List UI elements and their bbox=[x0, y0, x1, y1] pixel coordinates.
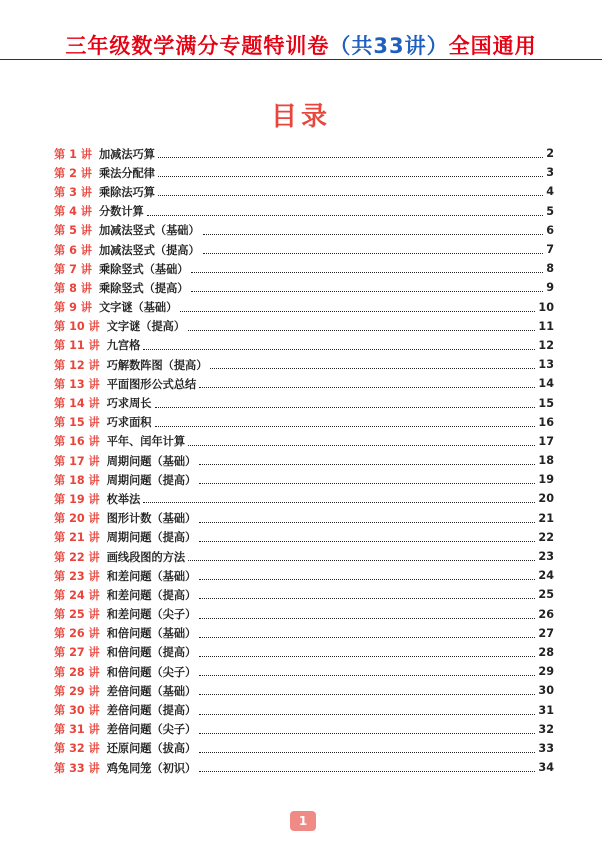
dot-leader bbox=[199, 522, 535, 523]
lecture-title: 图形计数（基础） bbox=[106, 512, 197, 526]
toc-entry[interactable] bbox=[54, 662, 554, 681]
dot-leader bbox=[155, 426, 536, 427]
toc-entry[interactable] bbox=[54, 278, 554, 297]
lecture-number: 第 28 讲 bbox=[54, 665, 100, 679]
dot-leader bbox=[199, 637, 535, 638]
dot-leader bbox=[143, 502, 535, 503]
toc-entry[interactable] bbox=[54, 643, 554, 662]
dot-leader bbox=[158, 157, 543, 158]
lecture-title: 平年、闰年计算 bbox=[106, 435, 186, 449]
page-number: 33 bbox=[538, 741, 554, 755]
lecture-title: 巧求面积 bbox=[106, 416, 152, 430]
document-header bbox=[0, 0, 602, 60]
lecture-number: 第 12 讲 bbox=[54, 358, 100, 372]
page-number: 12 bbox=[538, 338, 554, 352]
lecture-title: 鸡兔同笼（初识） bbox=[106, 761, 197, 775]
toc-entry[interactable] bbox=[54, 681, 554, 700]
page-number: 30 bbox=[538, 684, 554, 698]
page-number: 25 bbox=[538, 588, 554, 602]
page-number: 4 bbox=[546, 185, 554, 199]
lecture-title: 加减法巧算 bbox=[98, 147, 155, 161]
lecture-title: 平面图形公式总结 bbox=[106, 377, 197, 391]
page-number: 20 bbox=[538, 492, 554, 506]
lecture-title: 差倍问题（基础） bbox=[106, 684, 197, 698]
toc-entry[interactable] bbox=[54, 336, 554, 355]
dot-leader bbox=[199, 541, 535, 542]
page-number: 7 bbox=[546, 243, 554, 257]
toc-entry[interactable] bbox=[54, 298, 554, 317]
toc-entry[interactable] bbox=[54, 528, 554, 547]
lecture-number: 第 29 讲 bbox=[54, 684, 100, 698]
page-number: 22 bbox=[538, 530, 554, 544]
page-number: 29 bbox=[538, 665, 554, 679]
lecture-title: 周期问题（提高） bbox=[106, 531, 197, 545]
toc-entry[interactable] bbox=[54, 432, 554, 451]
lecture-number: 第 25 讲 bbox=[54, 608, 100, 622]
lecture-number: 第 9 讲 bbox=[54, 301, 92, 315]
page-number: 23 bbox=[538, 550, 554, 564]
title-part: （共33讲） bbox=[329, 34, 449, 58]
dot-leader bbox=[199, 656, 535, 657]
toc-entry[interactable] bbox=[54, 605, 554, 624]
dot-leader bbox=[147, 215, 543, 216]
page-number: 17 bbox=[538, 434, 554, 448]
lecture-number: 第 32 讲 bbox=[54, 742, 100, 756]
toc-entry[interactable] bbox=[54, 566, 554, 585]
page-number: 2 bbox=[546, 147, 554, 161]
lecture-number: 第 23 讲 bbox=[54, 569, 100, 583]
dot-leader bbox=[210, 368, 535, 369]
page-number: 14 bbox=[538, 377, 554, 391]
dot-leader bbox=[199, 579, 535, 580]
toc-entry[interactable] bbox=[54, 624, 554, 643]
page-number: 31 bbox=[538, 703, 554, 717]
dot-leader bbox=[199, 618, 535, 619]
lecture-number: 第 27 讲 bbox=[54, 646, 100, 660]
lecture-title: 文字谜（基础） bbox=[98, 301, 178, 315]
lecture-number: 第 19 讲 bbox=[54, 492, 100, 506]
toc-entry[interactable] bbox=[54, 182, 554, 201]
lecture-number: 第 24 讲 bbox=[54, 588, 100, 602]
lecture-number: 第 33 讲 bbox=[54, 761, 100, 775]
lecture-number: 第 18 讲 bbox=[54, 473, 100, 487]
lecture-title: 巧解数阵图（提高） bbox=[106, 358, 208, 372]
lecture-title: 文字谜（提高） bbox=[106, 320, 186, 334]
title-part: 三年级数学满分专题特训卷 bbox=[65, 34, 330, 58]
toc-entry[interactable] bbox=[54, 451, 554, 470]
page-number: 8 bbox=[546, 262, 554, 276]
dot-leader bbox=[199, 598, 535, 599]
dot-leader bbox=[155, 407, 536, 408]
dot-leader bbox=[199, 694, 535, 695]
lecture-title: 周期问题（基础） bbox=[106, 454, 197, 468]
lecture-title: 乘除法巧算 bbox=[98, 185, 155, 199]
toc-entry[interactable] bbox=[54, 758, 554, 777]
lecture-title: 乘法分配律 bbox=[98, 166, 155, 180]
lecture-number: 第 11 讲 bbox=[54, 339, 100, 353]
dot-leader bbox=[203, 234, 544, 235]
page-number: 11 bbox=[538, 319, 554, 333]
page-number: 24 bbox=[538, 569, 554, 583]
lecture-number: 第 10 讲 bbox=[54, 320, 100, 334]
lecture-number: 第 5 讲 bbox=[54, 224, 92, 238]
title-part: 全国通用 bbox=[448, 34, 537, 58]
lecture-number: 第 6 讲 bbox=[54, 243, 92, 257]
toc-entry[interactable] bbox=[54, 585, 554, 604]
lecture-number: 第 4 讲 bbox=[54, 205, 92, 219]
toc-entry[interactable] bbox=[54, 317, 554, 336]
page-number: 3 bbox=[546, 166, 554, 180]
page-number: 27 bbox=[538, 626, 554, 640]
toc-entry[interactable] bbox=[54, 739, 554, 758]
toc-heading: 目录 bbox=[270, 102, 331, 132]
lecture-number: 第 13 讲 bbox=[54, 377, 100, 391]
toc-entry[interactable] bbox=[54, 393, 554, 412]
page-number: 16 bbox=[538, 415, 554, 429]
lecture-number: 第 15 讲 bbox=[54, 416, 100, 430]
lecture-number: 第 8 讲 bbox=[54, 281, 92, 295]
page-number: 10 bbox=[538, 300, 554, 314]
toc-entry[interactable] bbox=[54, 720, 554, 739]
lecture-number: 第 7 讲 bbox=[54, 262, 92, 276]
lecture-title: 乘除竖式（提高） bbox=[98, 281, 189, 295]
lecture-number: 第 20 讲 bbox=[54, 512, 100, 526]
lecture-title: 巧求周长 bbox=[106, 397, 152, 411]
toc-entry[interactable] bbox=[54, 221, 554, 240]
lecture-number: 第 17 讲 bbox=[54, 454, 100, 468]
toc-entry[interactable] bbox=[54, 489, 554, 508]
page-number: 13 bbox=[538, 358, 554, 372]
header-divider bbox=[0, 59, 602, 60]
lecture-number: 第 2 讲 bbox=[54, 166, 92, 180]
lecture-title: 和差问题（尖子） bbox=[106, 608, 197, 622]
lecture-title: 周期问题（提高） bbox=[106, 473, 197, 487]
lecture-title: 和差问题（基础） bbox=[106, 569, 197, 583]
page-number: 26 bbox=[538, 607, 554, 621]
lecture-title: 差倍问题（尖子） bbox=[106, 723, 197, 737]
page-number: 18 bbox=[538, 454, 554, 468]
lecture-number: 第 31 讲 bbox=[54, 723, 100, 737]
dot-leader bbox=[191, 291, 543, 292]
lecture-number: 第 26 讲 bbox=[54, 627, 100, 641]
lecture-title: 分数计算 bbox=[98, 205, 144, 219]
toc-entry[interactable] bbox=[54, 413, 554, 432]
toc-entry[interactable] bbox=[54, 355, 554, 374]
page-number: 32 bbox=[538, 722, 554, 736]
page-number-badge: 1 bbox=[290, 811, 316, 831]
lecture-title: 和差问题（提高） bbox=[106, 588, 197, 602]
lecture-title: 枚举法 bbox=[106, 492, 141, 506]
toc-entry[interactable] bbox=[54, 144, 554, 163]
dot-leader bbox=[180, 311, 535, 312]
dot-leader bbox=[199, 752, 535, 753]
dot-leader bbox=[199, 733, 535, 734]
document-title bbox=[0, 30, 602, 60]
dot-leader bbox=[188, 560, 535, 561]
lecture-number: 第 22 讲 bbox=[54, 550, 100, 564]
toc-entry[interactable] bbox=[54, 509, 554, 528]
toc-entry[interactable] bbox=[54, 700, 554, 719]
toc-entry[interactable] bbox=[54, 547, 554, 566]
lecture-number: 第 14 讲 bbox=[54, 397, 100, 411]
dot-leader bbox=[203, 253, 544, 254]
lecture-title: 九宫格 bbox=[106, 339, 141, 353]
toc-entry[interactable] bbox=[54, 259, 554, 278]
lecture-title: 差倍问题（提高） bbox=[106, 704, 197, 718]
toc-entry[interactable] bbox=[54, 240, 554, 259]
lecture-title: 和倍问题（尖子） bbox=[106, 665, 197, 679]
dot-leader bbox=[188, 330, 535, 331]
dot-leader bbox=[158, 176, 543, 177]
page-number: 28 bbox=[538, 645, 554, 659]
lecture-title: 加减法竖式（提高） bbox=[98, 243, 200, 257]
dot-leader bbox=[143, 349, 535, 350]
page-number: 34 bbox=[538, 761, 554, 775]
toc-entry[interactable] bbox=[54, 163, 554, 182]
dot-leader bbox=[199, 714, 535, 715]
lecture-title: 画线段图的方法 bbox=[106, 550, 186, 564]
page-number: 21 bbox=[538, 511, 554, 525]
dot-leader bbox=[158, 195, 543, 196]
lecture-number: 第 1 讲 bbox=[54, 147, 92, 161]
lecture-title: 乘除竖式（基础） bbox=[98, 262, 189, 276]
dot-leader bbox=[188, 445, 535, 446]
dot-leader bbox=[199, 771, 535, 772]
dot-leader bbox=[199, 675, 535, 676]
table-of-contents bbox=[54, 144, 554, 777]
lecture-number: 第 3 讲 bbox=[54, 185, 92, 199]
page-number: 9 bbox=[546, 281, 554, 295]
page-number: 19 bbox=[538, 473, 554, 487]
lecture-number: 第 30 讲 bbox=[54, 704, 100, 718]
lecture-title: 和倍问题（提高） bbox=[106, 646, 197, 660]
dot-leader bbox=[191, 272, 543, 273]
lecture-title: 和倍问题（基础） bbox=[106, 627, 197, 641]
toc-entry[interactable] bbox=[54, 470, 554, 489]
dot-leader bbox=[199, 464, 535, 465]
dot-leader bbox=[199, 483, 535, 484]
page-number: 15 bbox=[538, 396, 554, 410]
toc-entry[interactable] bbox=[54, 202, 554, 221]
page-number: 5 bbox=[546, 204, 554, 218]
dot-leader bbox=[199, 387, 535, 388]
lecture-title: 还原问题（拔高） bbox=[106, 742, 197, 756]
lecture-title: 加减法竖式（基础） bbox=[98, 224, 200, 238]
page-number: 6 bbox=[546, 223, 554, 237]
toc-entry[interactable] bbox=[54, 374, 554, 393]
lecture-number: 第 21 讲 bbox=[54, 531, 100, 545]
lecture-number: 第 16 讲 bbox=[54, 435, 100, 449]
